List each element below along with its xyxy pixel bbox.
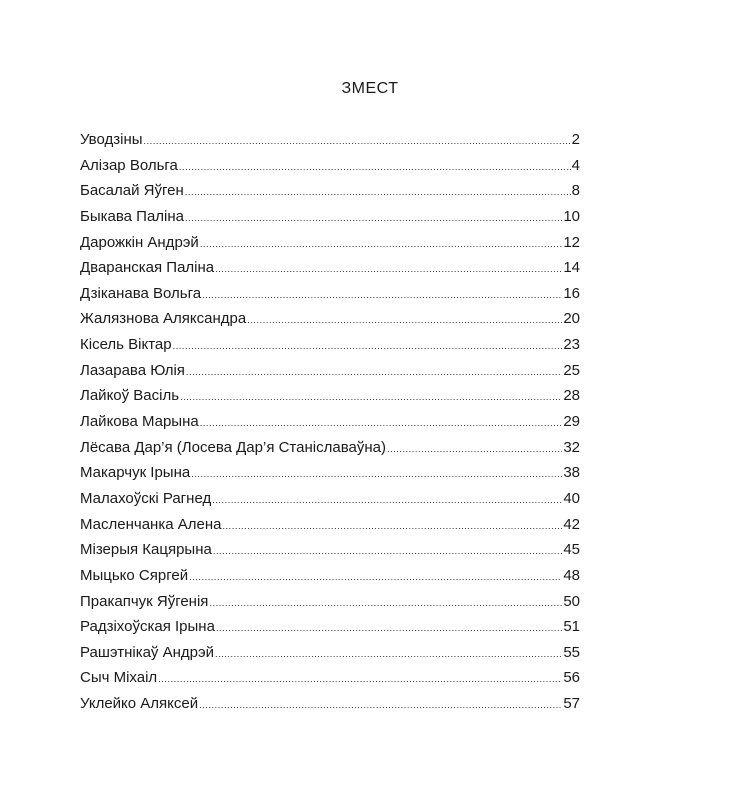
toc-entry-name: Макарчук Ірына: [80, 464, 191, 482]
dot-leader: [173, 336, 563, 356]
dot-leader: [185, 208, 562, 228]
toc-entry-page-number: 2: [571, 131, 580, 148]
toc-entry-page-number: 20: [563, 310, 580, 328]
toc-entry-name: Дзіканава Вольга: [80, 284, 202, 302]
dot-leader: [191, 464, 562, 484]
toc-entry-page-number: 50: [563, 592, 580, 610]
toc-entry-name: Радзіхоўская Ірына: [80, 618, 215, 636]
table-of-contents: [80, 130, 580, 720]
dot-leader: [247, 310, 562, 330]
toc-entry: [80, 207, 580, 233]
toc-entry: [80, 592, 580, 618]
toc-entry-page-number: 4: [571, 156, 580, 174]
toc-entry-page-number: 16: [563, 284, 580, 302]
toc-entry: [80, 540, 580, 566]
toc-entry-page-number: 29: [563, 413, 580, 431]
dot-leader: [179, 157, 571, 177]
toc-entry-page-number: 42: [563, 515, 580, 533]
toc-entry: [80, 489, 580, 515]
toc-entry-name: Алізар Вольга: [80, 156, 178, 174]
toc-entry-name: Жалязнова Аляксандра: [80, 310, 247, 328]
toc-entry-name: Масленчанка Алена: [80, 515, 222, 533]
toc-entry: [80, 258, 580, 284]
toc-entry: [80, 566, 580, 592]
dot-leader: [222, 516, 562, 536]
toc-entry-page-number: 51: [563, 618, 580, 636]
toc-entry-page-number: 10: [563, 207, 580, 225]
page-title: ЗМЕСТ: [341, 80, 399, 97]
toc-entry-name: Лайкоў Васіль: [80, 387, 180, 405]
dot-leader: [180, 387, 562, 407]
dot-leader: [186, 362, 562, 382]
dot-leader: [213, 541, 562, 561]
dot-leader: [387, 439, 562, 459]
dot-leader: [144, 131, 571, 151]
dot-leader: [202, 285, 562, 305]
toc-entry-page-number: 12: [563, 233, 580, 251]
toc-entry-page-number: 25: [563, 361, 580, 379]
dot-leader: [216, 618, 562, 638]
toc-entry-name: Лазарава Юлія: [80, 361, 185, 379]
dot-leader: [212, 490, 562, 510]
dot-leader: [215, 644, 562, 664]
toc-entry-name: Лайкова Марына: [80, 413, 199, 431]
toc-entry: [80, 515, 580, 541]
toc-entry: [80, 463, 580, 489]
toc-entry-page-number: 48: [563, 566, 580, 584]
toc-entry-name: Рашэтнікаў Андрэй: [80, 643, 215, 661]
toc-entry-page-number: 8: [571, 182, 580, 200]
toc-entry-page-number: 40: [563, 489, 580, 507]
toc-entry-name: Уводзіны: [80, 131, 143, 148]
toc-entry-name: Басалай Яўген: [80, 182, 184, 200]
toc-entry-name: Малахоўскі Рагнед: [80, 489, 212, 507]
toc-entry: [80, 617, 580, 643]
dot-leader: [209, 593, 562, 613]
toc-entry-name: Пракапчук Яўгенія: [80, 592, 209, 610]
toc-entry: [80, 694, 580, 720]
toc-entry-name: Быкава Паліна: [80, 207, 185, 225]
dot-leader: [215, 259, 562, 279]
toc-entry-name: Мізерыя Кацярына: [80, 541, 212, 559]
toc-entry: [80, 335, 580, 361]
dot-leader: [158, 669, 562, 689]
toc-entry-page-number: 45: [563, 541, 580, 559]
dot-leader: [200, 234, 562, 254]
toc-entry: [80, 130, 580, 156]
toc-entry: [80, 438, 580, 464]
toc-entry: [80, 309, 580, 335]
toc-entry: [80, 181, 580, 207]
dot-leader: [200, 413, 563, 433]
toc-entry-page-number: 38: [563, 464, 580, 482]
toc-entry-page-number: 28: [563, 387, 580, 405]
toc-entry: [80, 668, 580, 694]
toc-entry-name: Кісель Віктар: [80, 336, 172, 354]
toc-entry-name: Уклейко Аляксей: [80, 695, 199, 713]
toc-entry: [80, 386, 580, 412]
toc-entry-name: Мыцько Сяргей: [80, 566, 189, 584]
toc-entry-page-number: 32: [563, 438, 580, 456]
toc-entry-page-number: 56: [563, 669, 580, 687]
toc-entry: [80, 643, 580, 669]
toc-entry: [80, 412, 580, 438]
toc-entry-name: Сыч Міхаіл: [80, 669, 158, 687]
toc-entry-page-number: 14: [563, 259, 580, 277]
toc-entry-name: Дарожкін Андрэй: [80, 233, 199, 251]
toc-entry: [80, 233, 580, 259]
dot-leader: [199, 695, 562, 715]
toc-entry: [80, 156, 580, 182]
toc-entry-page-number: 55: [563, 643, 580, 661]
toc-entry: [80, 284, 580, 310]
toc-entry-name: Лёсава Дар’я (Лосева Дар’я Станіславаўна): [80, 438, 386, 456]
dot-leader: [185, 182, 571, 202]
toc-entry-page-number: 57: [563, 695, 580, 713]
dot-leader: [189, 567, 562, 587]
toc-entry-name: Дваранская Паліна: [80, 259, 215, 277]
toc-entry: [80, 361, 580, 387]
toc-entry-page-number: 23: [563, 336, 580, 354]
